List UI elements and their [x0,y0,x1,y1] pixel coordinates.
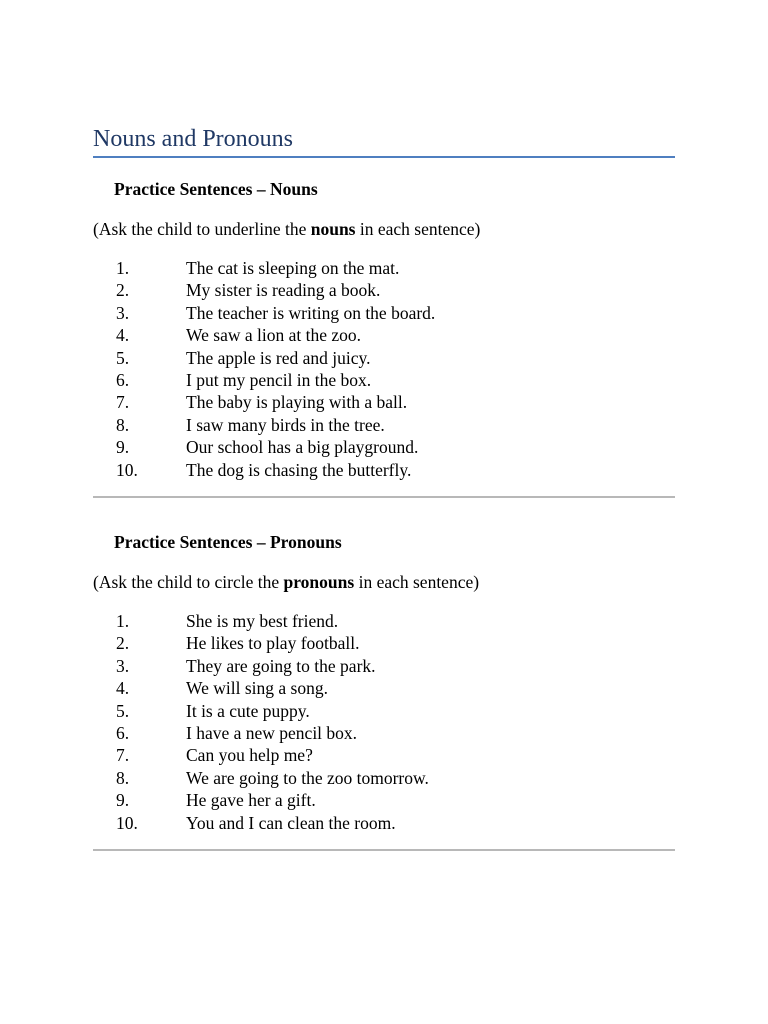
pronouns-instruction-suffix: in each sentence) [354,572,480,592]
nouns-instruction-prefix: (Ask the child to underline the [93,219,311,239]
item-number: 10. [116,459,138,480]
item-sentence: My sister is reading a book. [186,280,381,301]
pronouns-section-heading: Practice Sentences – Pronouns [114,532,342,552]
nouns-section-heading: Practice Sentences – Nouns [114,179,318,199]
item-sentence: We will sing a song. [186,678,328,699]
item-number: 3. [116,302,130,323]
page-title: Nouns and Pronouns [93,126,294,152]
item-number: 4. [116,325,130,346]
item-number: 8. [116,767,130,788]
item-sentence: I put my pencil in the box. [186,369,372,390]
item-sentence: We are going to the zoo tomorrow. [186,767,429,788]
item-sentence: I saw many birds in the tree. [186,414,385,435]
item-sentence: He likes to play football. [186,633,360,654]
item-number: 6. [116,722,130,743]
section-divider [93,849,675,851]
item-sentence: They are going to the park. [186,655,376,676]
item-number: 4. [116,678,130,699]
pronouns-instruction-keyword: pronouns [283,572,355,592]
item-number: 1. [116,611,130,631]
nouns-instruction [93,218,480,240]
item-number: 5. [116,700,130,721]
item-sentence: We saw a lion at the zoo. [186,325,361,346]
item-sentence: The baby is playing with a ball. [186,392,408,413]
pronouns-instruction-prefix: (Ask the child to circle the [93,572,284,592]
item-sentence: The dog is chasing the butterfly. [186,459,412,480]
item-sentence: The cat is sleeping on the mat. [186,258,400,278]
item-sentence: The teacher is writing on the board. [186,302,436,323]
item-number: 8. [116,414,130,435]
item-number: 10. [116,812,138,833]
item-number: 9. [116,790,130,811]
pronouns-instruction [93,571,479,593]
item-number: 6. [116,369,130,390]
item-number: 3. [116,655,130,676]
section-divider [93,496,675,498]
item-number: 9. [116,437,130,458]
title-underline [93,156,675,158]
nouns-instruction-keyword: nouns [310,219,356,239]
item-sentence: She is my best friend. [186,611,339,631]
item-sentence: The apple is red and juicy. [186,347,371,368]
item-sentence: He gave her a gift. [186,790,316,811]
item-sentence: You and I can clean the room. [186,812,396,833]
item-number: 5. [116,347,130,368]
item-number: 2. [116,633,130,654]
item-sentence: It is a cute puppy. [186,700,310,721]
nouns-instruction-suffix: in each sentence) [355,219,481,239]
item-number: 7. [116,745,130,766]
item-number: 1. [116,258,130,278]
item-number: 7. [116,392,130,413]
item-sentence: Our school has a big playground. [186,437,419,458]
item-sentence: Can you help me? [186,745,313,766]
item-sentence: I have a new pencil box. [186,722,358,743]
item-number: 2. [116,280,130,301]
